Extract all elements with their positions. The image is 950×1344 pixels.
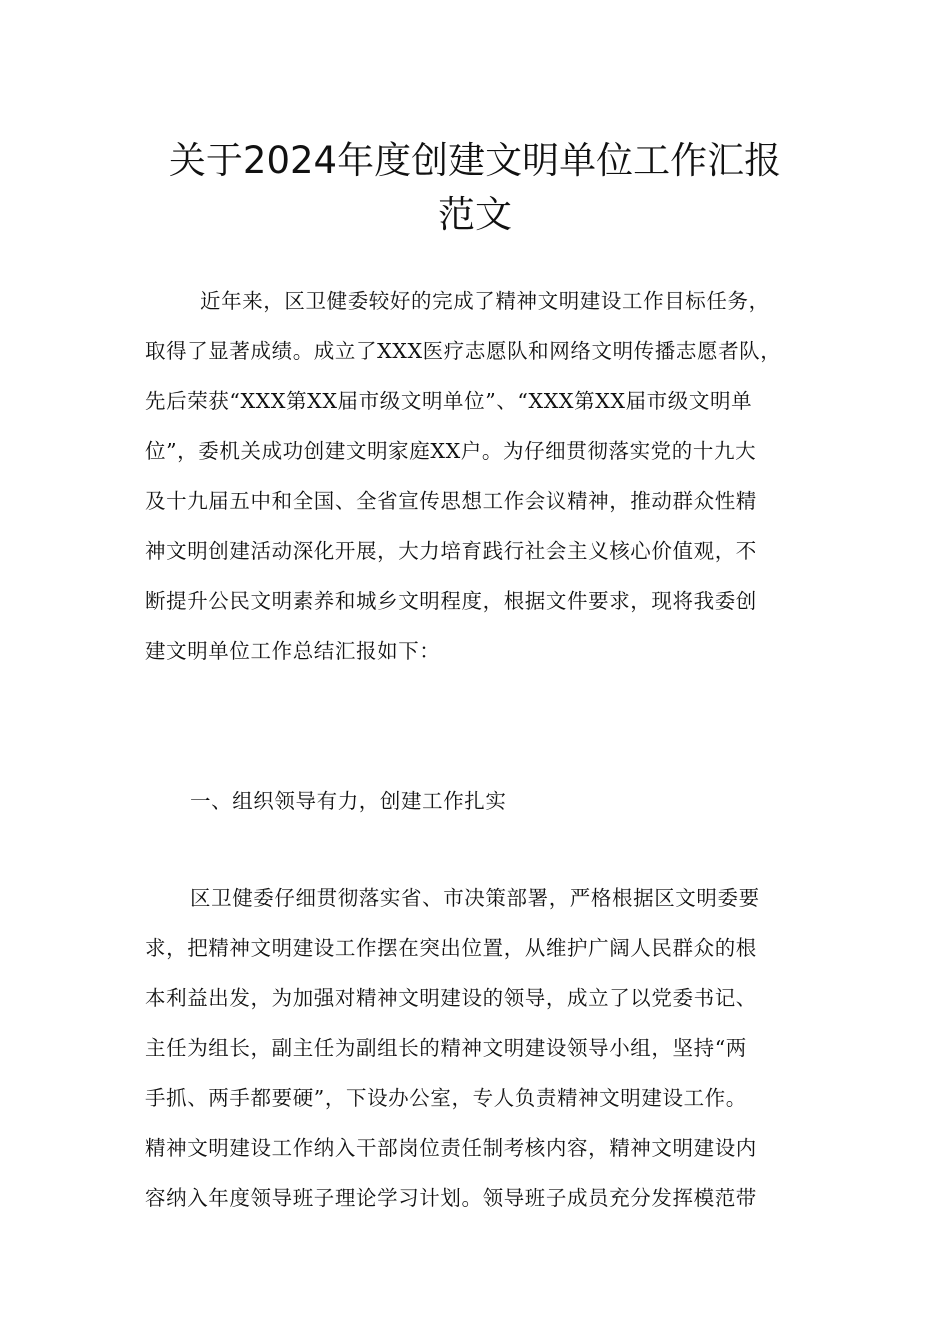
document-title-line-1: 关于2024年度创建文明单位工作汇报 — [168, 139, 782, 182]
section-1-line-2: 求，把精神文明建设工作摆在突出位置，从维护广阔人民群众的根 — [145, 936, 757, 960]
intro-line-4: 位”，委机关成功创建文明家庭XX户。为仔细贯彻落实党的十九大 — [145, 439, 757, 463]
section-1-line-1: 区卫健委仔细贯彻落实省、市决策部署，严格根据区文明委要 — [190, 886, 760, 910]
intro-line-8: 建文明单位工作总结汇报如下： — [145, 639, 441, 663]
intro-line-6: 神文明创建活动深化开展，大力培育践行社会主义核心价值观，不 — [145, 539, 757, 563]
intro-line-1: 近年来，区卫健委较好的完成了精神文明建设工作目标任务， — [200, 289, 770, 313]
document-title-line-2: 范文 — [438, 193, 512, 236]
intro-line-3: 先后荣获“XXX第XX届市级文明单位”、“XXX第XX届市级文明单 — [145, 389, 753, 413]
intro-line-5: 及十九届五中和全国、全省宣传思想工作会议精神，推动群众性精 — [145, 489, 757, 513]
intro-line-2: 取得了显著成绩。成立了XXX医疗志愿队和网络文明传播志愿者队， — [145, 339, 782, 363]
section-1-line-5: 手抓、两手都要硬”，下设办公室，专人负责精神文明建设工作。 — [145, 1086, 747, 1110]
section-heading-1: 一、组织领导有力，创建工作扎实 — [190, 789, 507, 813]
section-1-line-3: 本利益出发，为加强对精神文明建设的领导，成立了以党委书记、 — [145, 986, 757, 1010]
section-1-line-6: 精神文明建设工作纳入干部岗位责任制考核内容，精神文明建设内 — [145, 1136, 757, 1160]
section-1-line-7: 容纳入年度领导班子理论学习计划。领导班子成员充分发挥模范带 — [145, 1186, 757, 1210]
intro-line-7: 断提升公民文明素养和城乡文明程度，根据文件要求，现将我委创 — [145, 589, 757, 613]
section-1-line-4: 主任为组长，副主任为副组长的精神文明建设领导小组，坚持“两 — [145, 1036, 747, 1060]
